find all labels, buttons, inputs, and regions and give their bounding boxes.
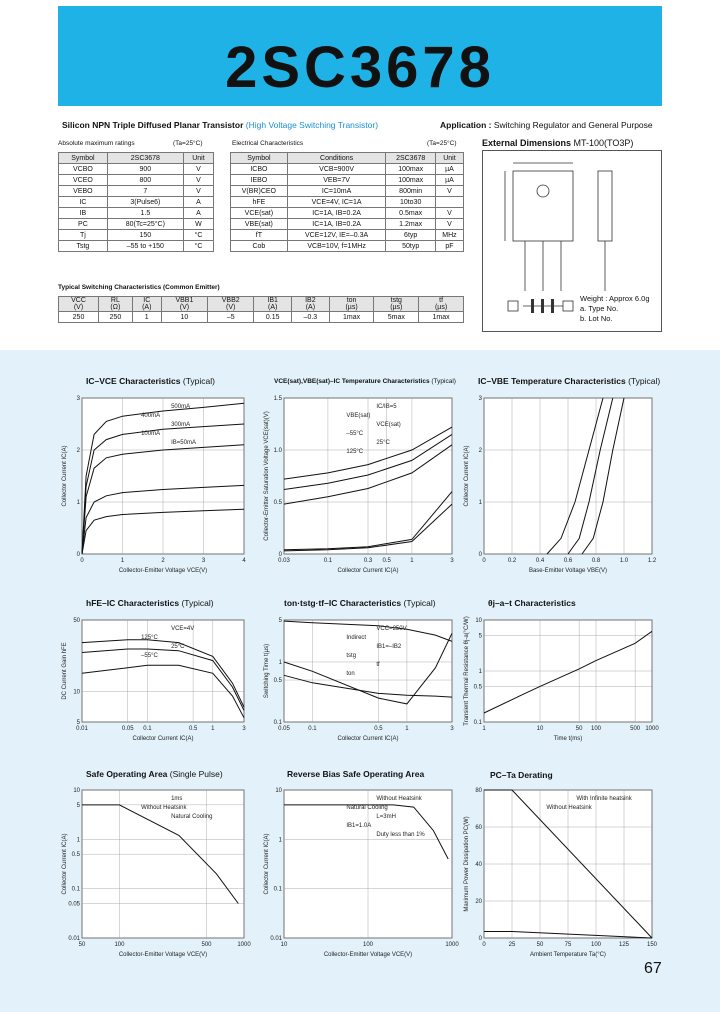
annotation-label: 25°C <box>376 440 390 446</box>
x-axis-label: Collector-Emitter Voltage VCE(V) <box>323 952 413 958</box>
elec-table <box>230 152 464 252</box>
elec-heading: Electrical Characteristics (Ta=25°C) <box>232 140 457 147</box>
y-tick-label: 10 <box>73 788 80 794</box>
annotation-label: Natural Cooling <box>346 805 388 811</box>
annotation-label: IB1=–IB2 <box>376 644 402 650</box>
y-tick-label: 1 <box>76 500 80 506</box>
y-tick-label: 1 <box>278 837 282 844</box>
y-tick-label: 0 <box>278 552 282 558</box>
switching-header: RL (Ω) <box>99 297 133 312</box>
annotation-label: VCE(sat) <box>376 422 401 428</box>
elec-cell: MHz <box>435 230 463 241</box>
x-tick-label: 2 <box>161 558 165 564</box>
x-tick-label: 0.5 <box>188 726 198 732</box>
annotation-label: With Infinite heatsink <box>576 796 632 802</box>
annotation-label: IC/IB=5 <box>376 404 397 410</box>
switching-cell: 0.15 <box>254 312 292 323</box>
x-tick-label: 0.1 <box>323 558 333 564</box>
switching-heading: Typical Switching Characteristics (Common Emitter) <box>58 284 220 291</box>
ic-vce-chart <box>60 388 250 576</box>
application-text: Switching Regulator and General Purpose <box>493 120 653 130</box>
elec-cell: 6typ <box>386 230 435 241</box>
y-tick-label: 50 <box>73 618 80 624</box>
y-axis-label: Maximum Power Dissipation PC(W) <box>464 816 470 912</box>
y-tick-label: 2 <box>76 448 80 454</box>
x-tick-label: 0.03 <box>278 558 290 564</box>
y-tick-label: 1.0 <box>273 448 282 454</box>
switching-cell: 250 <box>99 312 133 323</box>
y-tick-label: 0.5 <box>71 852 80 859</box>
chart3-title: IC–VBE Temperature Characteristics (Typical) <box>478 376 661 386</box>
annotation-label: 300mA <box>171 422 191 428</box>
y-axis-label: DC Current Gain hFE <box>62 642 68 700</box>
y-axis-label: Collector Current IC(A) <box>464 445 470 507</box>
switching-cell: –5 <box>208 312 254 323</box>
x-tick-label: 0.6 <box>563 558 573 564</box>
y-tick-label: 1 <box>278 659 282 666</box>
y-tick-label: 20 <box>475 899 482 905</box>
y-tick-label: 0.1 <box>473 720 482 726</box>
x-axis-label: Base-Emitter Voltage VBE(V) <box>528 568 608 574</box>
type-no-note: a. Type No. <box>580 304 619 313</box>
x-tick-label: 0.05 <box>121 726 134 732</box>
elec-cell: VEB=7V <box>287 175 386 186</box>
x-tick-label: 0.1 <box>143 726 152 732</box>
elec-cell: IC=10mA <box>287 186 386 197</box>
switching-cell: –0.3 <box>292 312 330 323</box>
elec-row <box>231 197 464 208</box>
x-tick-label: 1 <box>405 726 409 732</box>
abs-max-header: Symbol <box>59 153 108 164</box>
switching-cell: 250 <box>59 312 99 323</box>
abs-max-cell: 80(Tc=25°C) <box>107 219 183 230</box>
abs-max-header: Unit <box>183 153 213 164</box>
elec-cell: VCE=12V, IE=–0.3A <box>287 230 386 241</box>
y-tick-label: 10 <box>475 618 482 624</box>
x-tick-label: 150 <box>646 942 658 948</box>
chart8-title: Reverse Bias Safe Operating Area <box>287 769 425 779</box>
x-tick-label: 3 <box>450 558 454 564</box>
y-tick-label: 1 <box>478 669 482 675</box>
elec-cell: µA <box>435 164 463 175</box>
chart4-title: hFE–IC Characteristics (Typical) <box>86 598 214 608</box>
elec-cell: 100max <box>386 175 435 186</box>
hfe-ic-chart <box>60 610 250 744</box>
abs-max-cell: 900 <box>107 164 183 175</box>
switching-table <box>58 296 464 323</box>
elec-cell: V <box>435 186 463 197</box>
elec-cell: 10to30 <box>386 197 435 208</box>
x-tick-label: 4 <box>242 558 246 564</box>
switching-row <box>59 312 464 323</box>
switching-time-chart <box>262 610 458 744</box>
x-tick-label: 1.2 <box>647 558 657 564</box>
y-axis-label: Collector Current IC(A) <box>264 833 270 895</box>
y-tick-label: 1 <box>478 500 482 506</box>
package-notes <box>580 294 650 324</box>
abs-max-header: 2SC3678 <box>107 153 183 164</box>
x-tick-label: 0.1 <box>308 726 317 732</box>
y-axis-label: Collector Current IC(A) <box>62 445 68 507</box>
y-tick-label: 0.5 <box>273 678 282 685</box>
elec-cell: VBE(sat) <box>231 219 288 230</box>
x-tick-label: 1000 <box>445 942 459 948</box>
abs-max-row <box>59 197 214 208</box>
y-tick-label: 0 <box>76 552 80 558</box>
abs-max-cell: Tj <box>59 230 108 241</box>
y-tick-label: 80 <box>475 788 482 794</box>
abs-max-row <box>59 219 214 230</box>
switching-header: VBB1 (V) <box>161 297 207 312</box>
elec-cell: µA <box>435 175 463 186</box>
x-axis-label: Collector-Emitter Voltage VCE(V) <box>118 952 208 958</box>
abs-max-cell: V <box>183 175 213 186</box>
elec-cell: fT <box>231 230 288 241</box>
x-tick-label: 0.3 <box>363 558 373 564</box>
weight-note: Weight : Approx 6.0g <box>580 294 650 303</box>
annotation-label: Duty less than 1% <box>376 832 425 838</box>
y-axis-label: Transient Thermal Resistance θj-a(°C/W) <box>464 616 470 726</box>
elec-cell: IC=1A, IB=0.2A <box>287 219 386 230</box>
elec-cell: 0.5max <box>386 208 435 219</box>
y-tick-label: 40 <box>475 862 482 868</box>
x-axis-label: Time t(ms) <box>553 736 583 742</box>
elec-cell: 100max <box>386 164 435 175</box>
thermal-resistance-chart <box>462 610 658 744</box>
abs-max-cell: VEBO <box>59 186 108 197</box>
elec-row <box>231 186 464 197</box>
switching-header: IB2 (A) <box>292 297 330 312</box>
elec-cell: VCE(sat) <box>231 208 288 219</box>
abs-max-cell: A <box>183 208 213 219</box>
abs-max-table <box>58 152 214 252</box>
switching-cell: 1max <box>329 312 374 323</box>
elec-cell <box>435 197 463 208</box>
x-tick-label: 100 <box>590 726 602 732</box>
y-tick-label: 0.1 <box>71 886 80 893</box>
x-tick-label: 3 <box>450 726 454 732</box>
x-tick-label: 100 <box>590 942 602 948</box>
abs-max-cell: 3(Pulse6) <box>107 197 183 208</box>
x-tick-label: 0.2 <box>507 558 517 564</box>
chart2-title: VCE(sat),VBE(sat)–IC Temperature Characteristics (Typical) <box>274 378 456 385</box>
application-label: Application : <box>440 120 492 130</box>
x-tick-label: 10 <box>536 726 544 732</box>
y-tick-label: 5 <box>478 633 482 640</box>
y-tick-label: 0.5 <box>473 684 482 691</box>
abs-max-cell: VCBO <box>59 164 108 175</box>
device-type: Silicon NPN Triple Diffused Planar Transistor <box>62 120 244 130</box>
chart9-title: PC–Ta Derating <box>490 770 553 780</box>
y-tick-label: 0.1 <box>273 886 282 893</box>
part-number-title: 2SC3678 <box>225 35 495 100</box>
abs-max-cell: °C <box>183 230 213 241</box>
ic-vbe-chart <box>462 388 658 576</box>
page-number: 67 <box>644 960 662 977</box>
annotation-label: –55°C <box>141 653 158 659</box>
abs-max-cell: °C <box>183 241 213 252</box>
elec-row <box>231 208 464 219</box>
pc-ta-derating-chart <box>462 780 658 960</box>
annotation-label: Natural Cooling <box>171 814 213 820</box>
annotation-label: 1ms <box>171 796 183 802</box>
elec-row <box>231 175 464 186</box>
switching-cell: 1max <box>419 312 464 323</box>
x-axis-label: Collector Current IC(A) <box>132 736 194 742</box>
abs-max-cell: V <box>183 186 213 197</box>
annotation-label: 400mA <box>141 413 161 419</box>
vcesat-ic-chart <box>262 388 458 576</box>
abs-max-row <box>59 208 214 219</box>
external-dimensions-heading: External Dimensions MT-100(TO3P) <box>482 138 634 148</box>
x-tick-label: 0.4 <box>535 558 545 564</box>
elec-row <box>231 241 464 252</box>
abs-max-cell: PC <box>59 219 108 230</box>
abs-max-cell: VCEO <box>59 175 108 186</box>
y-tick-label: 5 <box>76 802 80 809</box>
elec-header: Conditions <box>287 153 386 164</box>
abs-max-row <box>59 230 214 241</box>
x-tick-label: 500 <box>630 726 641 732</box>
elec-cell: hFE <box>231 197 288 208</box>
x-axis-label: Collector Current IC(A) <box>337 568 399 574</box>
switching-header: VBB2 (V) <box>208 297 254 312</box>
annotation-label: Indirect <box>346 635 367 641</box>
switching-header: ton (µs) <box>329 297 374 312</box>
x-tick-label: 0.5 <box>374 726 383 732</box>
elec-cell: VCE=4V, IC=1A <box>287 197 386 208</box>
elec-cell: V <box>435 208 463 219</box>
x-tick-label: 0 <box>80 558 84 564</box>
y-tick-label: 0 <box>478 936 482 942</box>
device-type-note: (High Voltage Switching Transistor) <box>245 120 379 130</box>
x-tick-label: 3 <box>242 726 246 732</box>
x-axis-label: Collector-Emitter Voltage VCE(V) <box>118 568 208 574</box>
elec-cell: IEBO <box>231 175 288 186</box>
x-tick-label: 500 <box>201 942 212 948</box>
abs-max-cell: 1.5 <box>107 208 183 219</box>
lot-no-note: b. Lot No. <box>580 314 613 323</box>
elec-row <box>231 164 464 175</box>
abs-max-row <box>59 164 214 175</box>
elec-cell: V <box>435 219 463 230</box>
elec-cell: Cob <box>231 241 288 252</box>
plot-area <box>82 790 244 938</box>
x-tick-label: 0.8 <box>591 558 601 564</box>
y-axis-label: Collector Current IC(A) <box>62 833 68 895</box>
x-tick-label: 1 <box>410 558 414 564</box>
y-tick-label: 0.01 <box>68 936 80 942</box>
abs-max-cell: Tstg <box>59 241 108 252</box>
annotation-label: tf <box>376 662 380 668</box>
switching-cell: 1 <box>132 312 161 323</box>
elec-cell: IC=1A, IB=0.2A <box>287 208 386 219</box>
elec-row <box>231 230 464 241</box>
annotation-label: tstg <box>346 653 357 659</box>
abs-max-cell: IC <box>59 197 108 208</box>
x-tick-label: 1.0 <box>619 558 629 564</box>
x-tick-label: 1000 <box>645 726 659 732</box>
annotation-label: VCE=4V <box>171 626 195 632</box>
y-tick-label: 60 <box>475 825 482 831</box>
annotation-label: Without Heatsink <box>141 805 187 811</box>
annotation-label: IB=50mA <box>171 440 196 446</box>
title-banner <box>58 6 662 106</box>
annotation-label: 500mA <box>171 404 191 410</box>
x-tick-label: 100 <box>114 942 125 948</box>
abs-max-cell: V <box>183 164 213 175</box>
elec-header: Unit <box>435 153 463 164</box>
elec-cell: pF <box>435 241 463 252</box>
x-tick-label: 75 <box>564 942 572 948</box>
annotation-label: IB1=1.0A <box>346 823 372 829</box>
elec-cell: 1.2max <box>386 219 435 230</box>
y-tick-label: 2 <box>478 448 482 454</box>
switching-header: IC (A) <box>132 297 161 312</box>
chart1-title: IC–VCE Characteristics (Typical) <box>86 376 215 386</box>
elec-cell: V(BR)CEO <box>231 186 288 197</box>
abs-max-cell: A <box>183 197 213 208</box>
x-tick-label: 0.05 <box>278 726 290 732</box>
x-axis-label: Collector Current IC(A) <box>337 736 399 742</box>
y-tick-label: 10 <box>73 689 80 696</box>
abs-max-heading: Absolute maximum ratings (Ta=25°C) <box>58 140 203 147</box>
y-tick-label: 0.05 <box>68 901 80 908</box>
y-axis-label: Switching Time t(µs) <box>264 643 270 699</box>
y-tick-label: 3 <box>478 396 482 402</box>
switching-header: IB1 (A) <box>254 297 292 312</box>
y-tick-label: 1.5 <box>273 396 282 402</box>
x-tick-label: 1 <box>211 726 215 732</box>
elec-cell: 800min <box>386 186 435 197</box>
annotation-label: L=3mH <box>376 814 396 820</box>
x-tick-label: 50 <box>575 726 583 732</box>
y-tick-label: 0.1 <box>273 720 282 726</box>
switching-header: tf (µs) <box>419 297 464 312</box>
abs-max-cell: IB <box>59 208 108 219</box>
annotation-label: 125°C <box>141 635 158 641</box>
x-tick-label: 50 <box>78 942 86 948</box>
annotation-label: –55°C <box>346 431 364 437</box>
elec-cell: 50typ <box>386 241 435 252</box>
annotation-label: 100mA <box>141 431 161 437</box>
elec-header: Symbol <box>231 153 288 164</box>
x-tick-label: 10 <box>280 942 288 948</box>
annotation-label: Without Heatsink <box>376 796 422 802</box>
elec-cell: VCB=900V <box>287 164 386 175</box>
switching-cell: 5max <box>374 312 419 323</box>
annotation-label: VBE(sat) <box>346 413 371 419</box>
switching-header: tstg (µs) <box>374 297 419 312</box>
switching-cell: 10 <box>161 312 207 323</box>
y-tick-label: 5 <box>278 618 282 624</box>
x-tick-label: 1 <box>120 558 125 564</box>
annotation-label: 125°C <box>346 449 364 455</box>
abs-max-row <box>59 175 214 186</box>
x-tick-label: 50 <box>536 942 544 948</box>
abs-max-row <box>59 186 214 197</box>
rbsoa-chart <box>262 780 458 960</box>
abs-max-cell: 7 <box>107 186 183 197</box>
elec-row <box>231 219 464 230</box>
abs-max-cell: W <box>183 219 213 230</box>
switching-header: VCC (V) <box>59 297 99 312</box>
y-tick-label: 10 <box>275 788 282 794</box>
x-axis-label: Ambient Temperature Ta(°C) <box>530 952 606 958</box>
abs-max-row <box>59 241 214 252</box>
x-tick-label: 0.5 <box>382 558 391 564</box>
application-line <box>440 120 653 130</box>
x-tick-label: 3 <box>201 558 206 564</box>
soa-chart <box>60 780 250 960</box>
annotation-label: Without Heatsink <box>546 805 592 811</box>
chart5-title: ton·tstg·tf–IC Characteristics (Typical) <box>284 598 436 608</box>
x-tick-label: 100 <box>362 942 374 948</box>
y-axis-label: Collector-Emitter Saturation Voltage VCE(sat)(V) <box>264 411 270 541</box>
x-tick-label: 0 <box>482 942 486 948</box>
elec-cell: VCB=10V, f=1MHz <box>287 241 386 252</box>
chart7-title: Safe Operating Area (Single Pulse) <box>86 769 223 779</box>
y-tick-label: 3 <box>76 396 80 402</box>
y-tick-label: 0.01 <box>270 936 282 942</box>
annotation-label: ton <box>346 671 355 677</box>
plot-area <box>284 620 452 722</box>
elec-header: 2SC3678 <box>386 153 435 164</box>
x-tick-label: 125 <box>618 942 630 948</box>
abs-max-cell: 800 <box>107 175 183 186</box>
x-tick-label: 25 <box>508 942 516 948</box>
y-tick-label: 5 <box>76 720 80 726</box>
x-tick-label: 1 <box>482 726 486 732</box>
abs-max-cell: –55 to +150 <box>107 241 183 252</box>
annotation-label: 25°C <box>171 644 185 650</box>
elec-cell: ICBO <box>231 164 288 175</box>
chart6-title: θj–a–t Characteristics <box>488 598 576 608</box>
y-tick-label: 1 <box>76 837 80 844</box>
annotation-label: VCC=250V <box>376 626 407 632</box>
x-tick-label: 0.01 <box>76 726 88 732</box>
y-tick-label: 0 <box>478 552 482 558</box>
y-tick-label: 0.5 <box>273 500 282 506</box>
abs-max-cell: 150 <box>107 230 183 241</box>
plot-area <box>82 620 244 722</box>
device-description <box>62 120 378 130</box>
x-tick-label: 0 <box>482 558 486 564</box>
x-tick-label: 1000 <box>237 942 251 948</box>
